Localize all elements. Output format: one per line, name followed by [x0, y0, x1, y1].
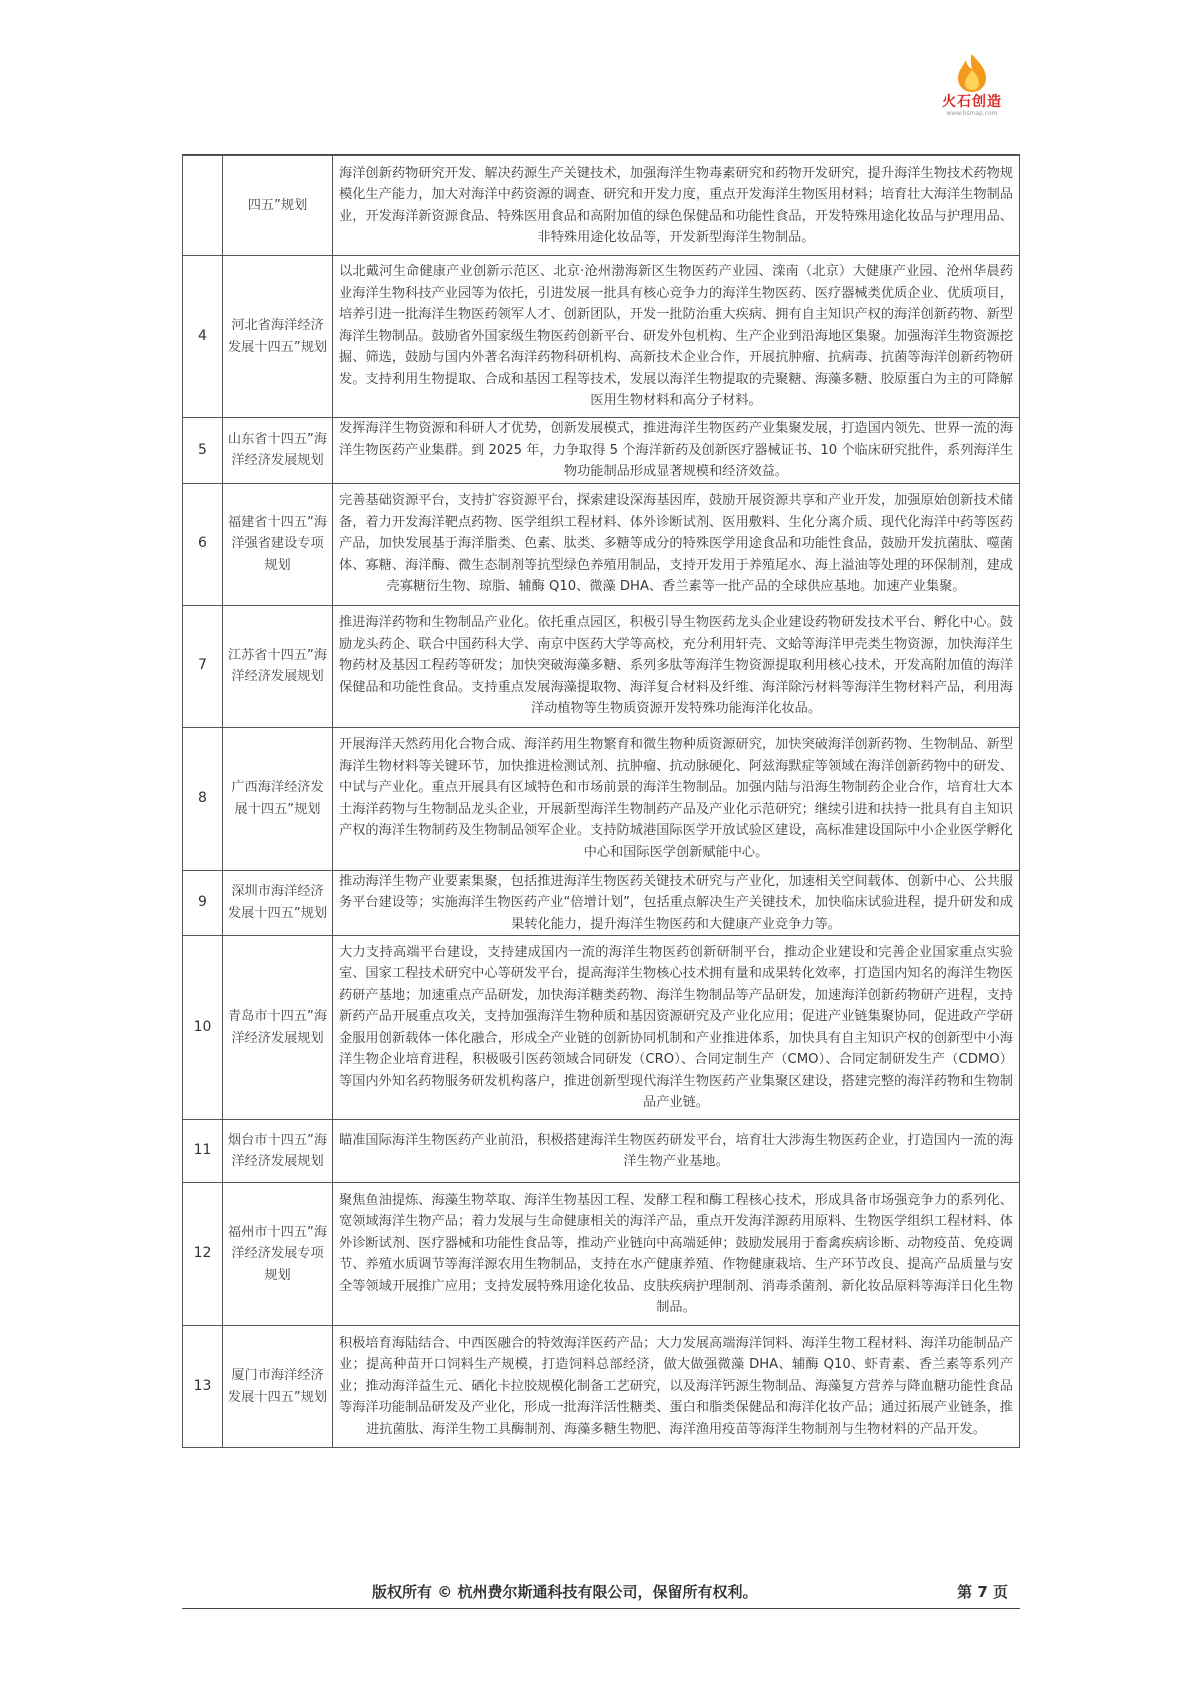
table-row	[183, 1326, 1020, 1448]
policy-name: 河北省海洋经济发展十四五”规划	[223, 256, 333, 418]
brand-name: 火石创造	[942, 94, 1002, 110]
policy-name: 山东省十四五”海洋经济发展规划	[223, 418, 333, 484]
policy-name: 福建省十四五”海洋强省建设专项规划	[223, 483, 333, 605]
row-number: 7	[183, 605, 223, 727]
row-number: 10	[183, 936, 223, 1120]
table-row	[183, 156, 1020, 256]
table-row	[183, 870, 1020, 936]
table-row	[183, 727, 1020, 870]
policy-content: 积极培育海陆结合、中西医融合的特效海洋医药产品；大力发展高端海洋饲料、海洋生物工程材料、海洋功能制品产业；提高种苗开口饲料生产规模，打造饲料总部经济，做大做强微藻 DHA、辅酶 Q10、虾青素、香兰素等系列产业；推动海洋益生元、硒化卡拉胶规模化制备工艺研究，以及海洋钙源生物制品、海藻复方营养与降血糖功能性食品等海洋功能制品研发及产业化，形成一批海洋活性糖类、蛋白和脂类保健品和海洋化妆产品；通过拓展产业链条，推进抗菌肽、海洋生物工具酶制剂、海藻多糖生物肥、海洋渔用疫苗等海洋生物制剂与生物材料的产品开发。	[333, 1326, 1020, 1448]
row-number: 6	[183, 483, 223, 605]
brand-logo	[932, 52, 1012, 132]
policy-table-body	[183, 156, 1020, 1448]
policy-name: 厦门市海洋经济发展十四五”规划	[223, 1326, 333, 1448]
row-number: 4	[183, 256, 223, 418]
policy-name: 烟台市十四五”海洋经济发展规划	[223, 1120, 333, 1183]
policy-name: 四五”规划	[223, 156, 333, 256]
row-number: 13	[183, 1326, 223, 1448]
table-row	[183, 1183, 1020, 1326]
policy-content: 以北戴河生命健康产业创新示范区、北京·沧州渤海新区生物医药产业园、滦南（北京）大健康产业园、沧州华晨药业海洋生物科技产业园等为依托，引进发展一批具有核心竞争力的海洋生物医药、医疗器械类优质企业、优质项目，培养引进一批海洋生物医药领军人才、创新团队，开发一批防治重大疾病、拥有自主知识产权的海洋创新药物、新型海洋生物制品。鼓励省外国家级生物医药创新平台、研发外包机构、生产企业到沿海地区集聚。加强海洋生物资源挖掘、筛选，鼓励与国内外著名海洋药物科研机构、高新技术企业合作，开展抗肿瘤、抗病毒、抗菌等海洋创新药物研发。支持利用生物提取、合成和基因工程等技术，发展以海洋生物提取的壳聚糖、海藻多糖、胶原蛋白为主的可降解医用生物材料和高分子材料。	[333, 256, 1020, 418]
table-row	[183, 483, 1020, 605]
table-row	[183, 605, 1020, 727]
brand-url: www.hsmap.com	[946, 110, 998, 117]
policy-name: 福州市十四五”海洋经济发展专项规划	[223, 1183, 333, 1326]
row-number: 5	[183, 418, 223, 484]
policy-content: 瞄准国际海洋生物医药产业前沿，积极搭建海洋生物医药研发平台，培育壮大涉海生物医药企业，打造国内一流的海洋生物产业基地。	[333, 1120, 1020, 1183]
footer-divider	[182, 1608, 1020, 1609]
table-row	[183, 418, 1020, 484]
row-number: 8	[183, 727, 223, 870]
page-number: 第 7 页	[957, 1583, 1008, 1601]
policy-content: 完善基础资源平台，支持扩容资源平台，探索建设深海基因库，鼓励开展资源共享和产业开发，加强原始创新技术储备，着力开发海洋靶点药物、医学组织工程材料、体外诊断试剂、医用敷料、生化分离介质、现代化海洋中药等医药产品，加快发展基于海洋脂类、色素、肽类、多糖等成分的特殊医学用途食品和功能性食品，鼓励开发抗菌肽、噬菌体、寡糖、海洋酶、微生态制剂等抗型绿色养殖用制品，支持开发用于养殖尾水、海上溢油等处理的环保制剂，建成壳寡糖衍生物、琼脂、辅酶 Q10、微藻 DHA、香兰素等一批产品的全球供应基地。加速产业集聚。	[333, 483, 1020, 605]
policy-content: 大力支持高端平台建设，支持建成国内一流的海洋生物医药创新研制平台，推动企业建设和完善企业国家重点实验室、国家工程技术研究中心等研发平台，提高海洋生物核心技术拥有量和成果转化效率，打造国内知名的海洋生物医药研产基地；加速重点产品研发，加快海洋糖类药物、海洋生物制品等产品研发，加速海洋创新药物研产进程，支持新药产品开展重点攻关，支持加强海洋生物种质和基因资源研究及产业化应用；促进产业链集聚协同，促进政产学研金服用创新载体一体化融合，形成全产业链的创新协同机制和产业推进体系，加快具有自主知识产权的创新型中小海洋生物企业培育进程，积极吸引医药领域合同研发（CRO）、合同定制生产（CMO）、合同定制研发生产（CDMO）等国内外知名药物服务研发机构落户，推进创新型现代海洋生物医药产业集聚区建设，搭建完整的海洋药物和生物制品产业链。	[333, 936, 1020, 1120]
policy-content: 推动海洋生物产业要素集聚，包括推进海洋生物医药关键技术研究与产业化，加速相关空间载体、创新中心、公共服务平台建设等；实施海洋生物医药产业“倍增计划”，包括重点解决生产关键技术，加快临床试验进程，提升研发和成果转化能力，提升海洋生物医药和大健康产业竞争力等。	[333, 870, 1020, 936]
policy-name: 深圳市海洋经济发展十四五”规划	[223, 870, 333, 936]
table-row	[183, 936, 1020, 1120]
policy-content: 开展海洋天然药用化合物合成、海洋药用生物繁育和微生物种质资源研究，加快突破海洋创新药物、生物制品、新型海洋生物材料等关键环节，加快推进检测试剂、抗肿瘤、抗动脉硬化、阿兹海默症等领域在海洋创新药物中的研发、中试与产业化。重点开展具有区域特色和市场前景的海洋生物制品。加强内陆与沿海生物制药企业合作，培育壮大本土海洋药物与生物制品龙头企业，开展新型海洋生物制药产品及产业化示范研究；继续引进和扶持一批具有自主知识产权的海洋生物制药及生物制品领军企业。支持防城港国际医学开放试验区建设，高标准建设国际中小企业医学孵化中心和国际医学创新赋能中心。	[333, 727, 1020, 870]
policy-content: 发挥海洋生物资源和科研人才优势，创新发展模式，推进海洋生物医药产业集聚发展，打造国内领先、世界一流的海洋生物医药产业集群。到 2025 年，力争取得 5 个海洋新药及创新医疗器械证书、10 个临床研究批件，系列海洋生物功能制品形成显著规模和经济效益。	[333, 418, 1020, 484]
policy-name: 江苏省十四五”海洋经济发展规划	[223, 605, 333, 727]
copyright-text: 版权所有 © 杭州费尔斯通科技有限公司，保留所有权利。	[372, 1583, 758, 1601]
policy-table	[182, 155, 1020, 1448]
policy-content: 推进海洋药物和生物制品产业化。依托重点园区，积极引导生物医药龙头企业建设药物研发技术平台、孵化中心。鼓励龙头药企、联合中国药科大学、南京中医药大学等高校，充分利用轩壳、文蛤等海洋甲壳类生物资源，加快海洋生物药材及基因工程药等研发；加快突破海藻多糖、系列多肽等海洋生物资源提取利用核心技术，开发高附加值的海洋保健品和功能性食品。支持重点发展海藻提取物、海洋复合材料及纤维、海洋除污材料等海洋生物材料产品，利用海洋动植物等生物质资源开发特殊功能海洋化妆品。	[333, 605, 1020, 727]
policy-content: 聚焦鱼油提炼、海藻生物萃取、海洋生物基因工程、发酵工程和酶工程核心技术，形成具备市场强竞争力的系列化、宽领域海洋生物产品；着力发展与生命健康相关的海洋产品，重点开发海洋源药用原料、生物医学组织工程材料、体外诊断试剂、医疗器械和功能性食品等，推动产业链向中高端延伸；鼓励发展用于畜禽疾病诊断、动物疫苗、免疫调节、养殖水质调节等海洋源农用生物制品，支持在水产健康养殖、作物健康栽培、生产环节改良、提高产品质量与安全等领域开展推广应用；支持发展特殊用途化妆品、皮肤疾病护理制剂、消毒杀菌剂、新化妆品原料等海洋日化生物制品。	[333, 1183, 1020, 1326]
policy-content: 海洋创新药物研究开发、解决药源生产关键技术，加强海洋生物毒素研究和药物开发研究，提升海洋生物技术药物规模化生产能力，加大对海洋中药资源的调查、研究和开发力度，重点开发海洋生物医用材料；培育壮大海洋生物制品业，开发海洋新资源食品、特殊医用食品和高附加值的绿色保健品和功能性食品，开发特殊用途化妆品与护理用品、非特殊用途化妆品等，开发新型海洋生物制品。	[333, 156, 1020, 256]
row-number	[183, 156, 223, 256]
policy-name: 青岛市十四五”海洋经济发展规划	[223, 936, 333, 1120]
table-row	[183, 1120, 1020, 1183]
policy-name: 广西海洋经济发展十四五”规划	[223, 727, 333, 870]
row-number: 11	[183, 1120, 223, 1183]
row-number: 9	[183, 870, 223, 936]
page-footer	[182, 1581, 1020, 1607]
row-number: 12	[183, 1183, 223, 1326]
flame-icon	[952, 52, 992, 94]
table-row	[183, 256, 1020, 418]
